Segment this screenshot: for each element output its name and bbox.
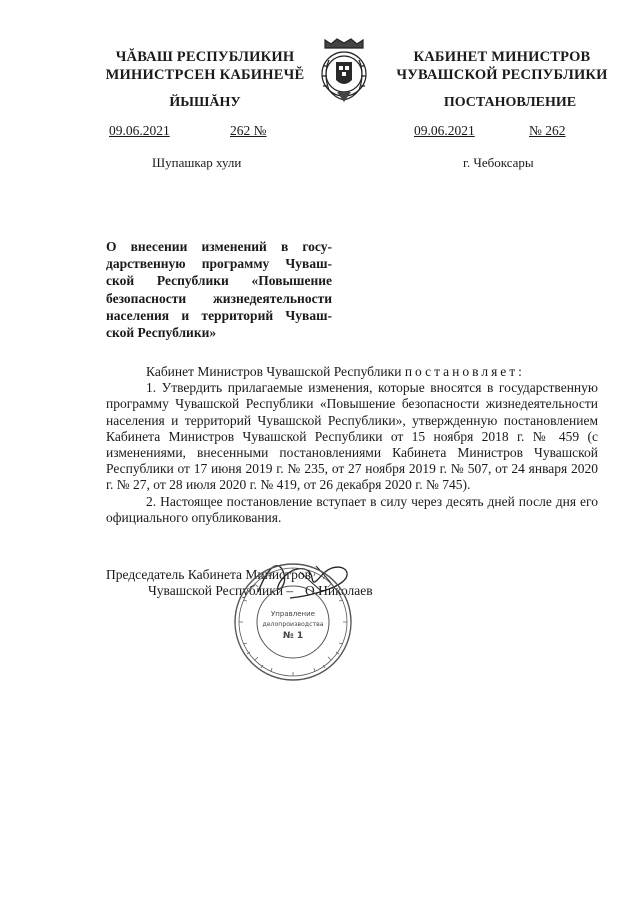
place-right: г. Чебоксары — [463, 155, 534, 170]
doc-type-left: ЙЫШĂНУ — [169, 95, 241, 110]
preamble-verb: постановляет: — [404, 364, 525, 379]
item-1: 1. Утвердить прилагаемые изменения, которые вносятся в государственную программу Чувашской Республики «Повышение безопасности жизнедеятельности населения и территорий Чувашской Республики», утвержденную постановлением Кабинета Министров Чувашской Республики от 15 ноября 2018 г. № 459 (с изменениями, внесенными постановлениями Кабинета Министров Чувашской Республики от 17 июня 2019 г. № 235, от 27 ноября 2019 г. № 507, от 24 января 2020 г. № 27, от 28 июля 2020 г. № 419, от 26 декабря 2020 г. № 745). — [106, 380, 598, 493]
reg-date-right — [398, 123, 501, 141]
title-line: О внесении изменений в госу- — [106, 239, 332, 254]
item-2: 2. Настоящее постановление вступает в силу через десять дней после дня его официального опубликования. — [106, 493, 598, 525]
official-stamp-icon — [231, 560, 355, 684]
header-right-line1: КАБИНЕТ МИНИСТРОВ — [413, 49, 591, 65]
header-left-org — [100, 48, 310, 84]
signature-position-line2: Чувашской Республики – — [148, 583, 294, 598]
reg-number-left-value: 262 № — [230, 123, 267, 138]
place-left: Шупашкар хули — [152, 155, 242, 170]
header-left-line1: ЧĂВАШ РЕСПУБЛИКИН — [115, 49, 295, 65]
header-right-line2: ЧУВАШСКОЙ РЕСПУБЛИКИ — [396, 67, 608, 83]
header-right-org — [392, 48, 612, 84]
title-line: дарственную программу Чуваш- — [106, 256, 332, 272]
preamble — [106, 364, 598, 380]
reg-date-right-value: 09.06.2021 — [414, 123, 475, 138]
stamp-center-line1: Управление — [271, 610, 315, 618]
header-left-line2: МИНИСТРСЕН КАБИНЕЧĔ — [105, 67, 305, 83]
title-line: населения и территорий Чуваш- — [106, 307, 332, 323]
preamble-text: Кабинет Министров Чувашской Республики — [146, 364, 402, 379]
document-body — [106, 364, 598, 526]
doc-type-right: ПОСТАНОВЛЕНИЕ — [443, 95, 577, 110]
reg-date-left-value: 09.06.2021 — [109, 123, 170, 138]
title-line: ской Республики» — [106, 325, 217, 341]
title-line: безопасности жизнедеятельности — [106, 290, 332, 306]
document-title — [106, 238, 332, 341]
coat-of-arms-icon — [317, 36, 371, 108]
reg-date-left — [95, 123, 196, 141]
stamp-center-line2: делопроизводства — [262, 621, 324, 628]
signature-name: О.Николаев — [305, 583, 373, 598]
reg-number-left — [230, 123, 269, 141]
title-line: ской Республики «Повышение — [106, 273, 332, 289]
signature-position-line1: Председатель Кабинета Министров — [106, 567, 311, 582]
reg-number-right — [525, 123, 570, 141]
stamp-center-line3: № 1 — [282, 631, 304, 641]
reg-number-right-value: № 262 — [529, 123, 566, 138]
